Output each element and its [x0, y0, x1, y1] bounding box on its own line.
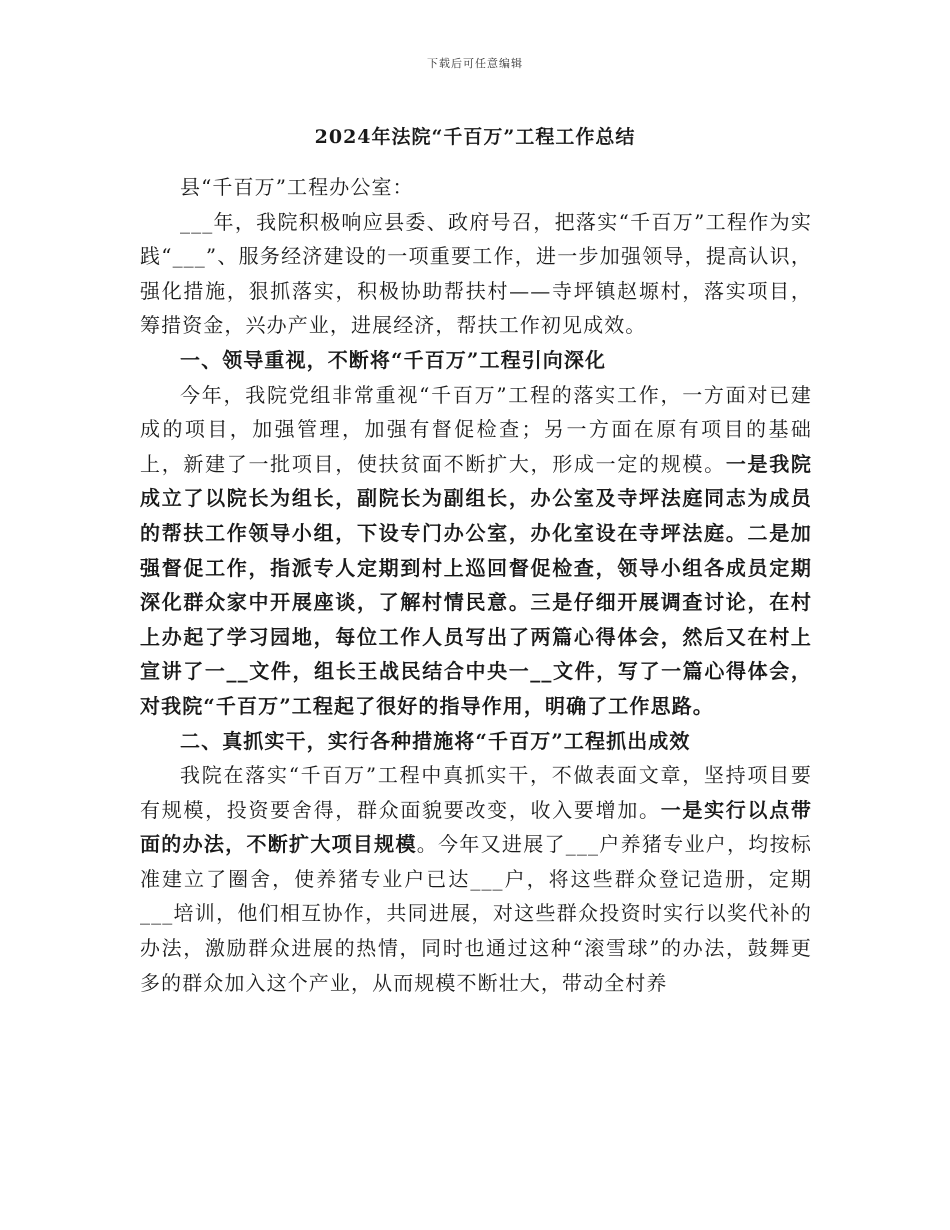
section-1-paragraph [140, 378, 812, 724]
section-2-bold-text: 一是实行以点带面的办法，不断扩大项目规模 [140, 797, 812, 857]
document-title: 2024年法院“千百万”工程工作总结 [314, 126, 636, 148]
section-1-bold-text: 一是我院成立了以院长为组长，副院长为副组长，办公室及寺坪法庭同志为成员的帮扶工作领导小组，下设专门办公室，办化室设在寺坪法庭。二是加强督促工作，指派专人定期到村上巡回督促检查，领导小组各成员定期深化群众家中开展座谈，了解村情民意。三是仔细开展调查讨论，在村上办起了学习园地，每位工作人员写出了两篇心得体会，然后又在村上宣讲了一__文件，组长王战民结合中央一__文件，写了一篇心得体会，对我院“千百万”工程起了很好的指导作用，明确了工作思路。 [140, 451, 813, 718]
section-2-rest: 。今年又进展了___户养猪专业户，均按标准建立了圈舍，使养猪专业户已达___户，将这些群众登记造册，定期___培训，他们相互协作，共同进展，对这些群众投资时实行以奖代补的办法，激励群众进展的热情，同时也通过这种“滚雪球”的办法，鼓舞更多的群众加入这个产业，从而规模不断壮大，带动全村养 [140, 832, 812, 995]
intro-paragraph: ___年，我院积极响应县委、政府号召，把落实“千百万”工程作为实践“___”、服务经济建设的一项重要工作，进一步加强领导，提高认识，强化措施，狠抓落实，积极协助帮扶村——寺坪镇赵塬村，落实项目，筹措资金，兴办产业，进展经济，帮扶工作初见成效。 [140, 209, 812, 338]
section-1-lead: 今年，我院党组非常重视“千百万”工程的落实工作，一方面对已建成的项目，加强管理，加强有督促检查；另一方面在原有项目的基础上，新建了一批项目，使扶贫面不断扩大，形成一定的规模。 [140, 382, 812, 476]
section-2-lead: 我院在落实“千百万”工程中真抓实干，不做表面文章，坚持项目要有规模，投资要舍得，群众面貌要改变，收入要增加。 [140, 763, 812, 822]
section-1-heading: 一、领导重视，不断将“千百万”工程引向深化 [180, 347, 607, 372]
header-note: 下载后可任意编辑 [427, 57, 523, 70]
salutation: 县“千百万”工程办公室： [180, 175, 414, 199]
document-body [140, 170, 812, 1000]
section-2-heading: 二、真抓实干，实行各种措施将“千百万”工程抓出成效 [180, 728, 691, 753]
section-2-paragraph [140, 758, 812, 1000]
